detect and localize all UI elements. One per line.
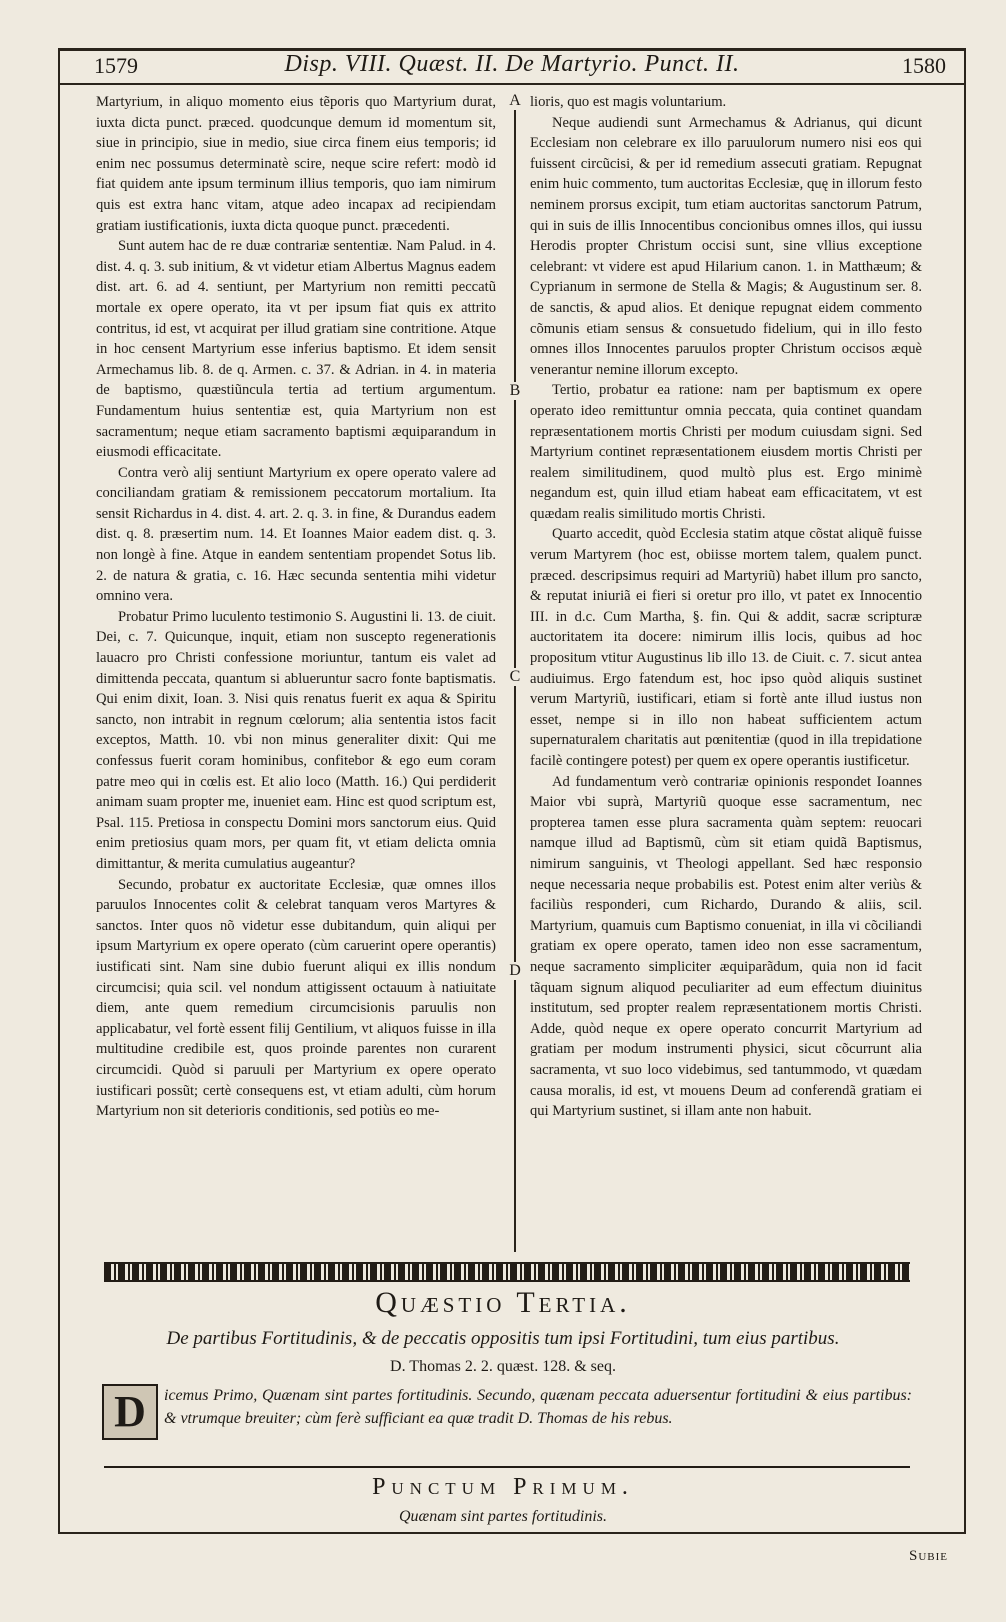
punctum-heading: Punctum Primum. — [372, 1474, 634, 1500]
left-paragraph: Contra verò alij sentiunt Martyrium ex opere operato valere ad conciliandam gratiam & remissionem peccatorum mortalium. Ita sensit Richardus in 4. dist. 4. art. 2. q. 3. in fine, & Durandus eadem dist. q. 8. præsertim num. 14. Et Ioannes Maior eadem dist. q. 3. non longè à fine. Atque in eandem sententiam propendet Sotus lib. 2. de natura & gratia, c. 16. Hæc secunda sententia mihi videtur omnino vera. — [96, 464, 496, 605]
left-paragraph: Sunt autem hac de re duæ contrariæ sententiæ. Nam Palud. in 4. dist. 4. q. 3. sub initium, & vt videtur etiam Albertus Magnus eadem dist. art. 6. ad 4. sentiunt, per Martyrium non remitti peccatũ mortale ex opere operato, ita vt per ipsum fiat quis ex attrito contritus, id est, vt acquirat per illud gratiam sine contritione. Atque in hoc censent Martyrium esse inferius baptismo. Et idem sensit Armechamus lib. 8. de q. Armen. c. 37. & Adrian. in 4. in materia de baptismo, quæstiũncula tertia ad tertium argumentum. Fundamentum huius sententiæ est, quia Martyrium non est sacramentum; neque etiam sacramento baptismi æquiparandum in eiusmodi efficacitate. — [96, 238, 496, 461]
right-paragraph: Neque audiendi sunt Armechamus & Adrianus, qui dicunt Ecclesiam non celebrare ex illo paruulorum numero nisi eos qui fuissent circũcisi, & per id remedium assecuti gratiam. Repugnat enim huic commento, tum auctoritas Ecclesiæ, quę in illorum festo neminem prorsus excipit, tum etiam auctoritas sanctorum Patrum, qui in suis de illis Innocentibus concionibus omnes illos, qui iussu Herodis propter Christum occisi sunt, sine vllius exceptione celebrant: vt videre est apud Hilarium canon. 1. in Matthæum; & Cyprianum in sermone de Stella & Magis; & Augustinum ser. 8. de sanctis, & apud alios. Et denique repugnat eidem commento cõmunis etiam sensus & consuetudo fidelium, qui in illo festo omnes illos Innocentes paruulos propter Christum occisos æquè venerantur nemine illorum excepto. — [530, 114, 922, 378]
punctum-subtitle: Quænam sint partes fortitudinis. — [398, 1508, 608, 1525]
left-column — [96, 92, 496, 1252]
margin-letter-c: C — [505, 668, 525, 686]
question-reference: D. Thomas 2. 2. quæst. 128. & seq. — [390, 1358, 616, 1375]
left-paragraph: Martyrium, in aliquo momento eius tẽporis quo Martyrium durat, iuxta dicta punct. præced. quodcunque demum id momentum sit, siue in principio, siue in medio, siue circa finem eius temporis; id enim nec possumus determinatè scire, neque scire refert: modò id fiat quidem ante ipsum terminum illius temporis, quo iam nimirum quis est extra hanc vitam, atque adeo incapax ad recipiendam gratiam iustificationis, iuxta dicta quoque punct. præcedenti. — [96, 94, 496, 234]
section-separator — [104, 1466, 910, 1468]
drop-cap: D — [102, 1384, 158, 1440]
running-head: Disp. VIII. Quæst. II. De Martyrio. Punct. II. — [284, 51, 740, 77]
frame-bottom-rule — [58, 1532, 966, 1534]
right-paragraph: Tertio, probatur ea ratione: nam per baptismum ex opere operato ideo remittuntur omnia peccata, quia continet quandam repræsentationem mortis Christi per modum cuiusdam signi. Sed Martyrium continet repræsentationem eiusdem mortis Christi per realem similitudinem, quod multò plus est. Ergo minimè negandum est, quin illud etiam habeat eam efficacitatem, vt est quædam realis similitudo mortis Christi. — [530, 382, 922, 522]
page-number-right: 1580 — [902, 53, 946, 78]
right-paragraph: Quarto accedit, quòd Ecclesia statim atque cõstat aliquẽ fuisse verum Martyrem (hoc est, obiisse mortem talem, qualem punct. præced. descripsimus requiri ad Martyriũ) habet illum pro sancto, & reputat iniuriã ei fieri si oretur pro illo, vt patet ex Innocentio III. in d.c. Cum Martha, §. fin. Qui & addit, sacræ scripturæ auctoritatem ita docere: nimirum illis locis, quibus ad hoc propositum vtitur Augustinus lib illo 13. de Ciuit. c. 7. sicut antea audiuimus. Ergo fatendum est, hoc ipso quòd aliquis sustinet verum Martyriũ, iustificari, etiam si fortè ante illud iustus non esset, nempe si in illo non habeat sufficientem actum supernaturalem charitatis aut pœnitentiæ (quod in illa trepidatione facilè contingere potest) per quem ex opere operantis iustificetur. — [530, 526, 922, 769]
left-paragraph: Secundo, probatur ex auctoritate Ecclesiæ, quæ omnes illos paruulos Innocentes colit & celebrat tanquam veros Martyres & sanctos. Inter quos nõ videtur esse dubitandum, quin aliqui per ipsum Martyrium ex opere operato (cùm caruerint opere operantis) iustificati sint. Nam sine dubio fuerunt aliqui ex illis nondum circumcisi; quia scil. vel nondum attigissent octauum à natiuitate diem, ante quem remedium circumcisionis paruulis non applicabatur, vel fortè essent filij Gentilium, vt aliquos fuisse in illa multitudine credibile est, quos proinde parentes non curarent circumcidi. Quòd si paruuli per Martyrium ex opere operato iustificari possũt; certè consequens est, vt etiam adulti, cùm horum Martyrium non sit deterioris conditionis, sed potiùs eo me- — [96, 876, 496, 1120]
question-subtitle: De partibus Fortitudinis, & de peccatis oppositis tum ipsi Fortitudini, tum eius partibus. — [166, 1328, 840, 1349]
right-paragraph: Ad fundamentum verò contrariæ opinionis respondet Ioannes Maior vbi suprà, Martyriũ quoque esse sacramentum, nec propterea tamen esse plura sacramenta quàm septem: reuocari namque illud ad Baptismũ, cùm sit etiam quidã Baptismus, nimirum sanguinis, vt Theologi appellant. Sed hæc responsio neque necessaria neque probabilis est. Potest enim alter veriùs & faciliùs responderi, cum Richardo, Durando & aliis, scil. Martyrium, quamuis cum Baptismo conueniat, in illa vi cõciliandi gratiam ex opere operato, tamen ideo non esse sacramentum, neque sacramento simpliciter æquiparãdum, quia non id facit tãquam signum aliquod peculiariter ad eum effectum diuinitus institutum, sed propter realem repræsentationem mortis Christi. Adde, quòd neque ex opere operato concurrit Martyrium ad gratiam per modum instrumenti physici, sicut cõcurrunt alia sacramenta, vt suo loco videbimus, sed tantummodo, vt quædam causa moralis, id est, vt mouens Deum ad conferendã gratiam ei qui Martyrium sustinet, si illam ante non habuit. — [530, 773, 922, 1120]
margin-letter-d: D — [505, 962, 525, 980]
question-intro — [164, 1384, 912, 1430]
ornamental-band — [104, 1262, 910, 1282]
left-paragraph: Probatur Primo luculento testimonio S. Augustini li. 13. de ciuit. Dei, c. 7. Quicunque, inquit, etiam non suscepto regenerationis lauacro pro Christi confessione moriuntur, tantum eis valet ad dimittenda peccata, quantum si ablueruntur sacro fonte baptismatis. Qui enim dixit, Ioan. 3. Nisi quis renatus fuerit ex aqua & Spiritu sancto, non intrabit in regnum cœlorum; alia sententia istos facit exceptos, Matth. 10. vbi non minus generaliter dixit: Qui me confessus fuerit coram hominibus, confitebor & ego eum coram patre meo qui in cœlis est. Et alio loco (Matth. 16.) Qui perdiderit animam suam propter me, inueniet eam. Hinc est quod scriptum est, Psal. 115. Pretiosa in conspectu Domini mors sanctorum eius. Quid enim pretiosius quam mors, per quam fit, vt etiam delicta omnia dimittantur, & merita cumulatius augeantur? — [96, 608, 496, 872]
right-paragraph: lioris, quo est magis voluntarium. — [530, 94, 727, 110]
catchword: Subie — [908, 1548, 948, 1564]
intro-text: icemus Primo, Quænam sint partes fortitudinis. Secundo, quænam peccata aduersentur fortitudini & eius partibus: & vtrumque breuiter; cùm ferè sufficiant ea quæ tradit D. Thomas de his rebus. — [164, 1387, 912, 1427]
margin-letter-a: A — [505, 92, 525, 110]
page-header — [64, 50, 960, 84]
question-title: Quæstio Tertia. — [375, 1286, 631, 1319]
right-column — [530, 92, 922, 1252]
page-number-left: 1579 — [94, 53, 138, 78]
margin-letter-b: B — [505, 382, 525, 400]
